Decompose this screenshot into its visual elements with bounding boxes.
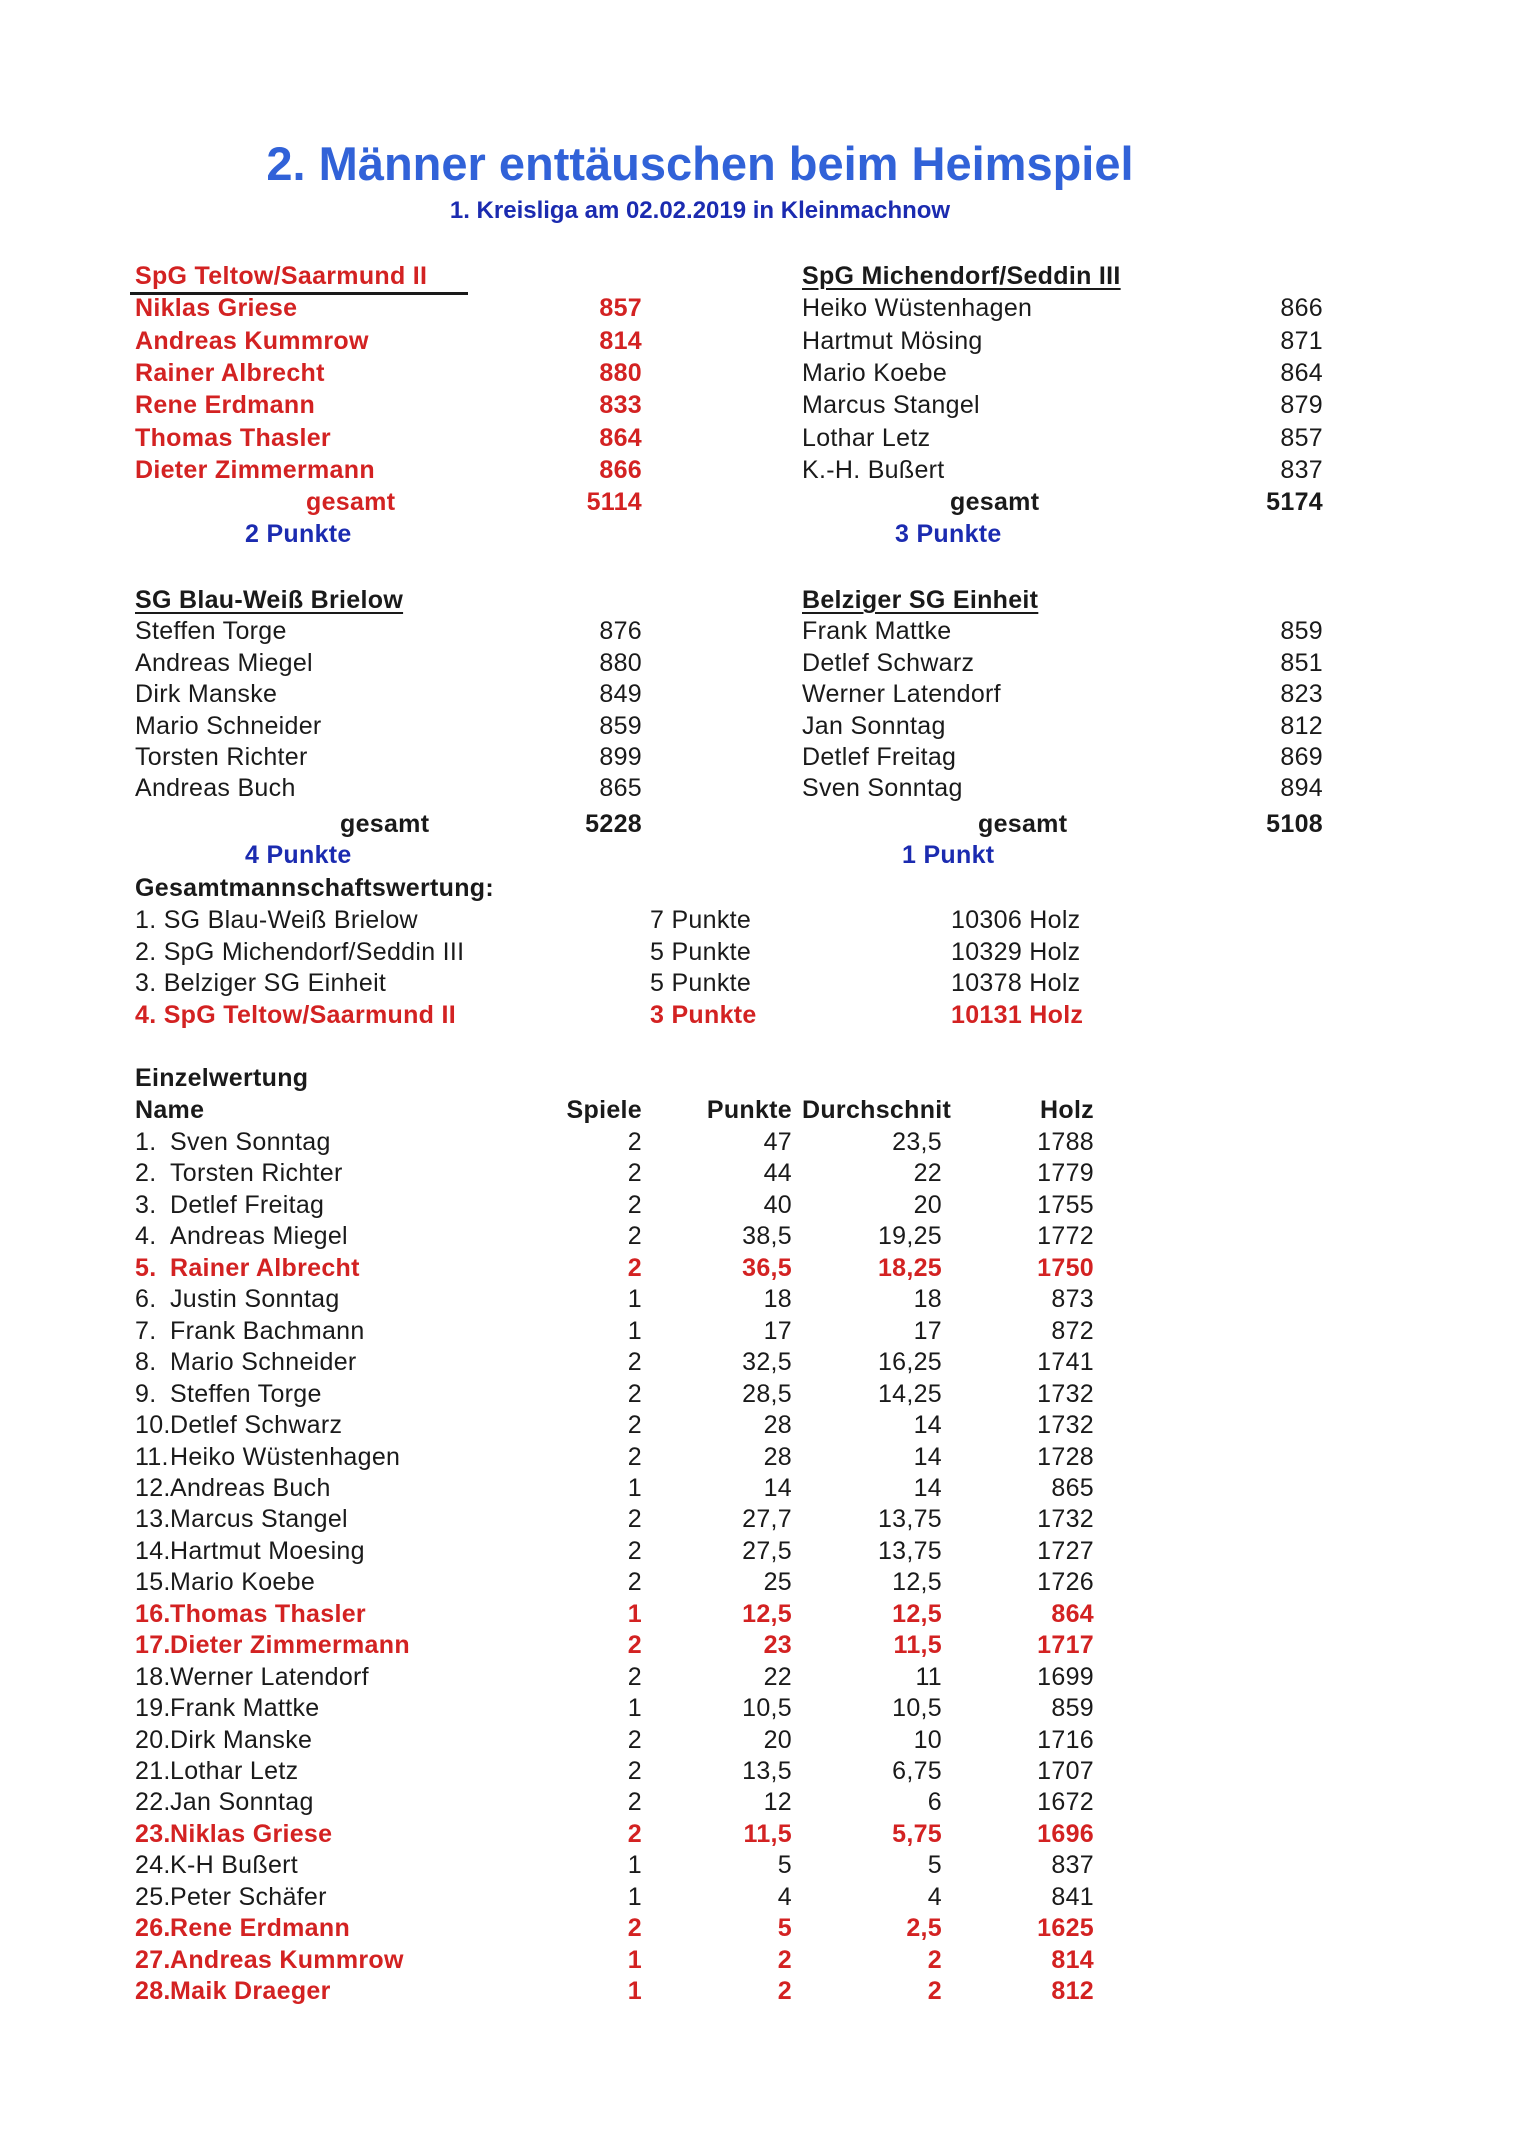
player-games: 2	[627, 1379, 642, 1408]
player-average: 17	[913, 1316, 942, 1345]
player-name: Jan Sonntag	[170, 1788, 314, 1817]
player-name: Werner Latendorf	[170, 1662, 369, 1691]
player-points: 20	[763, 1725, 792, 1754]
player-average: 20	[913, 1190, 942, 1219]
player-score: 812	[1280, 711, 1323, 740]
player-holz: 837	[1051, 1851, 1094, 1880]
player-holz: 1672	[1037, 1788, 1094, 1817]
player-holz: 1750	[1037, 1253, 1094, 1282]
player-games: 2	[627, 1348, 642, 1377]
player-holz: 859	[1051, 1694, 1094, 1723]
player-holz: 841	[1051, 1882, 1094, 1911]
player-name: Dirk Manske	[170, 1725, 313, 1754]
player-name: Sven Sonntag	[170, 1128, 331, 1156]
total-label: gesamt	[340, 809, 430, 838]
individual-heading: Einzelwertung	[135, 1064, 309, 1092]
player-score: 849	[599, 680, 642, 709]
player-score: 866	[599, 455, 642, 484]
player-score: 823	[1280, 680, 1323, 709]
team-name: Belziger SG Einheit	[802, 586, 1039, 614]
rank-number: 28.	[135, 1977, 171, 2006]
player-name: Marcus Stangel	[802, 391, 980, 420]
player-score: 864	[599, 423, 642, 452]
player-score: 869	[1280, 743, 1323, 771]
player-name: Justin Sonntag	[170, 1285, 340, 1314]
player-points: 10,5	[742, 1694, 792, 1723]
player-games: 2	[627, 1128, 642, 1156]
player-score: 837	[1280, 455, 1323, 484]
rank-number: 19.	[135, 1694, 171, 1723]
player-score: 814	[599, 326, 642, 355]
player-score: 857	[1280, 423, 1323, 452]
player-games: 1	[627, 1851, 642, 1880]
team-points: 1 Punkt	[902, 841, 995, 870]
player-name: Detlef Schwarz	[802, 648, 975, 677]
player-points: 11,5	[743, 1819, 792, 1848]
player-games: 1	[627, 1285, 642, 1314]
player-score: 851	[1280, 648, 1323, 677]
player-average: 2	[927, 1945, 942, 1974]
team-points: 4 Punkte	[245, 841, 352, 870]
player-name: Andreas Miegel	[135, 648, 313, 677]
rank-number: 1.	[135, 1128, 157, 1156]
player-name: Detlef Freitag	[802, 743, 957, 771]
player-games: 2	[627, 1505, 642, 1534]
team-points: 3 Punkte	[895, 520, 1002, 549]
player-average: 11,5	[893, 1631, 942, 1660]
player-points: 27,7	[742, 1505, 792, 1534]
player-name: Jan Sonntag	[802, 711, 946, 740]
col-average: Durchschnit	[802, 1096, 952, 1124]
player-holz: 864	[1051, 1599, 1094, 1628]
player-points: 14	[763, 1473, 792, 1502]
player-games: 1	[627, 1882, 642, 1911]
player-average: 4	[927, 1882, 942, 1911]
player-name: Rene Erdmann	[170, 1914, 351, 1943]
standings-holz: 10329 Holz	[951, 937, 1081, 966]
player-average: 6,75	[892, 1757, 942, 1785]
standings-holz: 10378 Holz	[951, 969, 1081, 998]
player-name: Andreas Kummrow	[170, 1945, 404, 1974]
team-name: SG Blau-Weiß Brielow	[135, 586, 404, 614]
player-score: 899	[599, 743, 642, 771]
player-score: 865	[599, 774, 642, 803]
player-points: 28	[763, 1442, 792, 1471]
player-name: Heiko Wüstenhagen	[802, 294, 1033, 323]
player-name: Marcus Stangel	[170, 1505, 348, 1534]
standings-holz: 10306 Holz	[951, 906, 1081, 934]
player-name: Andreas Kummrow	[135, 326, 369, 355]
player-name: Niklas Griese	[135, 294, 298, 323]
rank-number: 6.	[135, 1285, 157, 1314]
col-name: Name	[135, 1096, 205, 1124]
player-name: Dieter Zimmermann	[135, 455, 375, 484]
player-games: 1	[627, 1694, 642, 1723]
player-points: 13,5	[742, 1757, 792, 1785]
player-games: 2	[627, 1222, 642, 1251]
rank-number: 5.	[135, 1253, 157, 1282]
rank-number: 14.	[135, 1536, 171, 1565]
rank-number: 7.	[135, 1316, 157, 1345]
player-games: 2	[627, 1536, 642, 1565]
total-score: 5174	[1266, 488, 1323, 517]
player-games: 2	[627, 1725, 642, 1754]
player-points: 38,5	[742, 1222, 792, 1251]
player-games: 2	[627, 1757, 642, 1785]
player-score: 859	[599, 711, 642, 740]
rank-number: 18.	[135, 1662, 171, 1691]
player-holz: 1716	[1037, 1725, 1094, 1754]
player-score: 894	[1280, 774, 1323, 803]
player-games: 1	[627, 1599, 642, 1628]
player-average: 13,75	[877, 1505, 942, 1534]
page-title: 2. Männer enttäuschen beim Heimspiel	[266, 137, 1134, 190]
rank-number: 3.	[135, 1190, 157, 1219]
player-name: Andreas Buch	[135, 774, 296, 803]
player-name: Dieter Zimmermann	[170, 1631, 410, 1660]
rank-number: 9.	[135, 1379, 157, 1408]
player-holz: 1696	[1037, 1819, 1094, 1848]
player-name: Frank Mattke	[802, 617, 952, 646]
rank-number: 10.	[135, 1411, 171, 1440]
player-points: 2	[777, 1977, 792, 2006]
player-average: 16,25	[877, 1348, 942, 1377]
player-score: 871	[1280, 326, 1323, 355]
player-points: 12	[763, 1788, 792, 1817]
standings-team: 2. SpG Michendorf/Seddin III	[135, 937, 465, 966]
player-name: Steffen Torge	[170, 1379, 322, 1408]
standings-team: 1. SG Blau-Weiß Brielow	[135, 906, 418, 934]
player-name: Mario Schneider	[135, 711, 322, 740]
player-games: 2	[627, 1819, 642, 1848]
player-holz: 1755	[1037, 1190, 1094, 1219]
player-name: Rainer Albrecht	[170, 1253, 360, 1282]
player-average: 18	[913, 1285, 942, 1314]
player-games: 2	[627, 1568, 642, 1597]
player-holz: 1727	[1037, 1536, 1094, 1565]
rank-number: 22.	[135, 1788, 171, 1817]
standings-points: 7 Punkte	[650, 906, 752, 934]
player-name: Lothar Letz	[802, 423, 931, 452]
rank-number: 26.	[135, 1914, 171, 1943]
player-holz: 1732	[1037, 1411, 1094, 1440]
player-points: 18	[763, 1285, 792, 1314]
player-average: 2	[927, 1977, 942, 2006]
player-score: 866	[1280, 294, 1323, 323]
player-score: 876	[599, 617, 642, 646]
rank-number: 12.	[135, 1473, 171, 1502]
player-points: 25	[763, 1568, 792, 1597]
player-holz: 1625	[1037, 1914, 1094, 1943]
player-name: Frank Bachmann	[170, 1316, 365, 1345]
player-games: 2	[627, 1159, 642, 1188]
player-average: 6	[927, 1788, 942, 1817]
player-holz: 1741	[1037, 1348, 1094, 1377]
player-score: 880	[599, 358, 642, 387]
player-games: 1	[627, 1977, 642, 2006]
player-score: 879	[1280, 391, 1323, 420]
player-games: 2	[627, 1788, 642, 1817]
player-name: Hartmut Moesing	[170, 1536, 365, 1565]
player-average: 12,5	[892, 1568, 942, 1597]
rank-number: 16.	[135, 1599, 171, 1628]
rank-number: 25.	[135, 1882, 171, 1911]
player-games: 2	[627, 1914, 642, 1943]
player-games: 1	[627, 1316, 642, 1345]
total-label: gesamt	[950, 488, 1040, 517]
player-points: 44	[763, 1159, 792, 1188]
player-points: 47	[763, 1128, 792, 1156]
player-points: 40	[763, 1190, 792, 1219]
player-points: 22	[763, 1662, 792, 1691]
player-average: 2,5	[906, 1914, 942, 1943]
player-name: Heiko Wüstenhagen	[170, 1442, 401, 1471]
player-name: Mario Schneider	[170, 1348, 357, 1377]
player-games: 1	[627, 1945, 642, 1974]
rank-number: 2.	[135, 1159, 157, 1188]
player-name: Hartmut Mösing	[802, 326, 983, 355]
rank-number: 21.	[135, 1757, 171, 1785]
rank-number: 24.	[135, 1851, 171, 1880]
col-holz: Holz	[1040, 1096, 1094, 1124]
standings-team: 4. SpG Teltow/Saarmund II	[135, 1001, 456, 1030]
rank-number: 15.	[135, 1568, 171, 1597]
player-average: 12,5	[892, 1599, 942, 1628]
rank-number: 4.	[135, 1222, 157, 1251]
rank-number: 23.	[135, 1819, 171, 1848]
rank-number: 11.	[135, 1442, 169, 1471]
player-average: 14,25	[877, 1379, 942, 1408]
rank-number: 27.	[135, 1945, 171, 1974]
player-name: Lothar Letz	[170, 1757, 299, 1785]
player-points: 12,5	[742, 1599, 792, 1628]
total-label: gesamt	[306, 488, 396, 517]
player-name: Werner Latendorf	[802, 680, 1001, 709]
player-name: Niklas Griese	[170, 1819, 333, 1848]
player-holz: 872	[1051, 1316, 1094, 1345]
col-games: Spiele	[566, 1096, 642, 1124]
player-games: 2	[627, 1442, 642, 1471]
rank-number: 20.	[135, 1725, 171, 1754]
player-score: 833	[599, 391, 642, 420]
player-games: 2	[627, 1411, 642, 1440]
player-points: 2	[777, 1945, 792, 1974]
player-holz: 1728	[1037, 1442, 1094, 1471]
player-holz: 1732	[1037, 1379, 1094, 1408]
player-holz: 873	[1051, 1285, 1094, 1314]
player-points: 28,5	[742, 1379, 792, 1408]
player-points: 5	[777, 1914, 792, 1943]
rank-number: 13.	[135, 1505, 171, 1534]
player-average: 13,75	[877, 1536, 942, 1565]
player-name: K.-H. Bußert	[802, 455, 945, 484]
total-score: 5114	[586, 488, 642, 517]
player-games: 2	[627, 1662, 642, 1691]
player-name: Andreas Buch	[170, 1473, 331, 1502]
player-games: 2	[627, 1190, 642, 1219]
player-games: 2	[627, 1253, 642, 1282]
player-holz: 812	[1051, 1977, 1094, 2006]
player-average: 14	[913, 1411, 942, 1440]
player-points: 23	[763, 1631, 792, 1660]
player-name: Torsten Richter	[135, 743, 308, 771]
player-games: 1	[627, 1473, 642, 1502]
player-points: 17	[763, 1316, 792, 1345]
col-points: Punkte	[706, 1096, 792, 1124]
player-holz: 1726	[1037, 1568, 1094, 1597]
player-holz: 865	[1051, 1473, 1094, 1502]
rank-number: 8.	[135, 1348, 157, 1377]
player-name: Rainer Albrecht	[135, 358, 325, 387]
player-name: Andreas Miegel	[170, 1222, 348, 1251]
player-name: Mario Koebe	[802, 358, 948, 387]
page-subtitle: 1. Kreisliga am 02.02.2019 in Kleinmachnow	[449, 197, 951, 224]
player-name: Steffen Torge	[135, 617, 287, 646]
player-average: 11	[915, 1662, 942, 1691]
total-score: 5228	[585, 809, 642, 838]
standings-heading: Gesamtmannschaftswertung:	[135, 874, 494, 902]
player-points: 36,5	[742, 1253, 792, 1282]
player-games: 2	[627, 1631, 642, 1660]
standings-points: 5 Punkte	[650, 937, 752, 966]
player-holz: 1732	[1037, 1505, 1094, 1534]
player-score: 859	[1280, 617, 1323, 646]
player-score: 880	[599, 648, 642, 677]
team-name: SpG Teltow/Saarmund II	[135, 262, 428, 290]
player-holz: 814	[1051, 1945, 1094, 1974]
player-average: 18,25	[877, 1253, 942, 1282]
player-name: Frank Mattke	[170, 1694, 320, 1723]
player-average: 22	[913, 1159, 942, 1188]
player-holz: 1699	[1037, 1662, 1094, 1691]
player-average: 14	[913, 1442, 942, 1471]
player-name: Mario Koebe	[170, 1568, 316, 1597]
player-name: Thomas Thasler	[135, 423, 331, 452]
team-points: 2 Punkte	[245, 520, 352, 549]
player-average: 10,5	[892, 1694, 942, 1723]
player-holz: 1772	[1037, 1222, 1094, 1251]
player-name: Thomas Thasler	[170, 1599, 366, 1628]
total-label: gesamt	[978, 809, 1068, 838]
player-average: 5	[927, 1851, 942, 1880]
player-holz: 1779	[1037, 1159, 1094, 1188]
player-name: Sven Sonntag	[802, 774, 963, 803]
player-average: 5,75	[892, 1819, 942, 1848]
player-average: 14	[913, 1473, 942, 1502]
player-name: Torsten Richter	[170, 1159, 343, 1188]
player-name: Dirk Manske	[135, 680, 278, 709]
player-name: K-H Bußert	[170, 1851, 299, 1880]
player-average: 19,25	[877, 1222, 942, 1251]
player-points: 28	[763, 1411, 792, 1440]
player-name: Maik Draeger	[170, 1977, 331, 2006]
player-holz: 1717	[1037, 1631, 1094, 1660]
player-holz: 1788	[1037, 1128, 1094, 1156]
standings-team: 3. Belziger SG Einheit	[135, 969, 387, 998]
player-points: 32,5	[742, 1348, 792, 1377]
player-points: 27,5	[742, 1536, 792, 1565]
player-average: 10	[913, 1725, 942, 1754]
player-name: Detlef Schwarz	[170, 1411, 343, 1440]
standings-points: 5 Punkte	[650, 969, 752, 998]
player-score: 857	[599, 294, 642, 323]
player-name: Detlef Freitag	[170, 1190, 325, 1219]
player-name: Peter Schäfer	[170, 1882, 327, 1911]
total-score: 5108	[1266, 809, 1323, 838]
standings-holz: 10131 Holz	[951, 1001, 1084, 1030]
team-name: SpG Michendorf/Seddin III	[802, 262, 1121, 290]
rank-number: 17.	[135, 1631, 171, 1660]
player-score: 864	[1280, 358, 1323, 387]
standings-points: 3 Punkte	[650, 1001, 757, 1030]
player-holz: 1707	[1037, 1757, 1094, 1785]
player-average: 23,5	[892, 1128, 942, 1156]
player-name: Rene Erdmann	[135, 391, 316, 420]
player-points: 5	[777, 1851, 792, 1880]
player-points: 4	[777, 1882, 792, 1911]
